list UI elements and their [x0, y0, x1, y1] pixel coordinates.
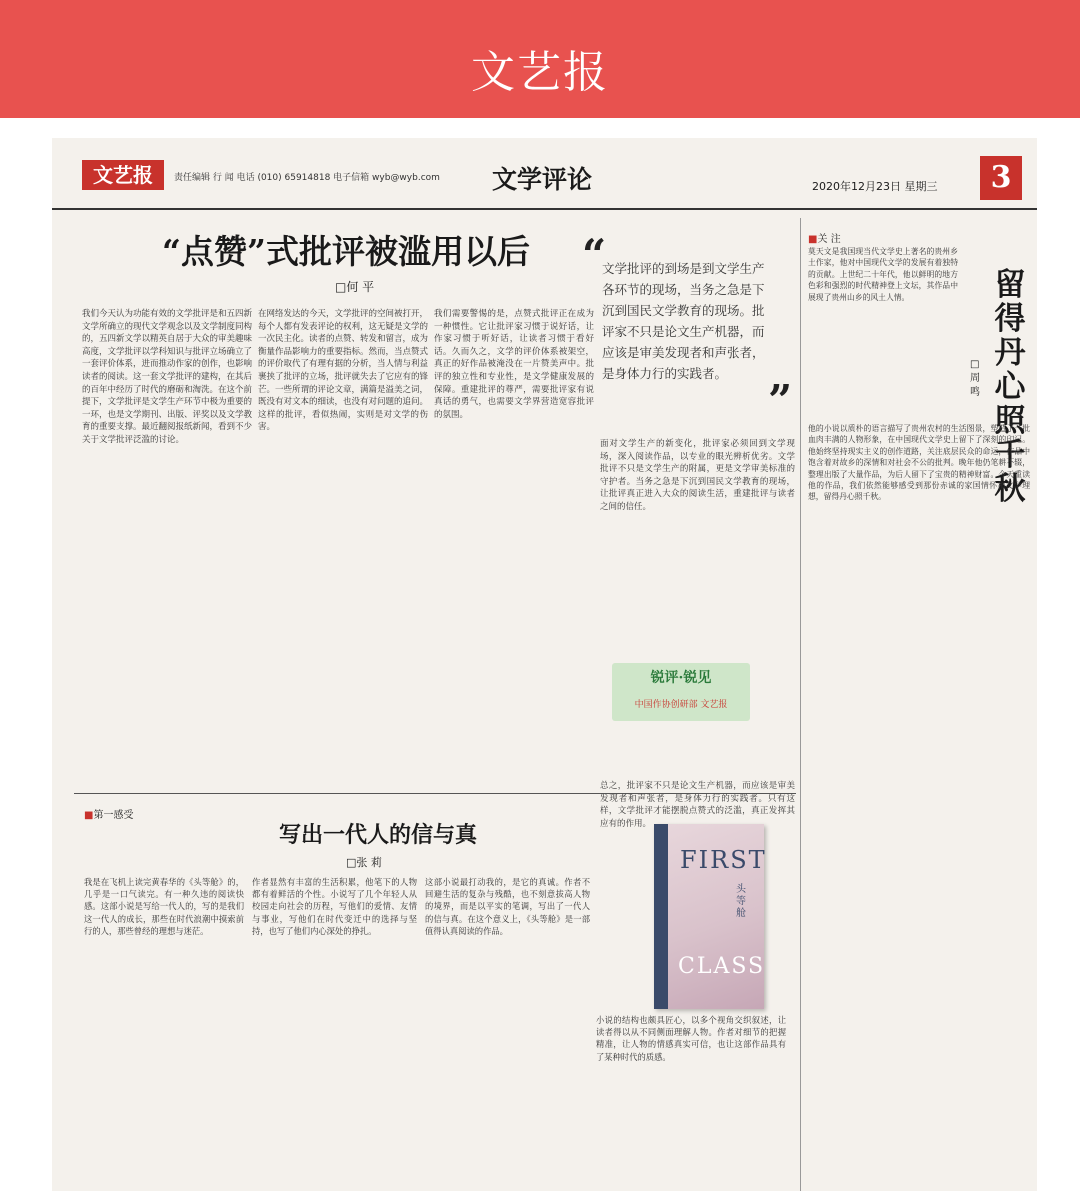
label-marker: ■	[808, 234, 818, 245]
right-column-paragraph: 他的小说以质朴的语言描写了贵州农村的生活图景，塑造了一批血肉丰满的人物形象，在中国现代文学史上留下了深刻的印记。他始终坚持现实主义的创作道路，关注底层民众的命运，作品中饱含着对故乡的深情和对社会不公的批判。晚年他仍笔耕不辍，整理出版了大量作品，为后人留下了宝贵的精神财富。今天重读他的作品，我们依然能够感受到那份赤诚的家国情怀和文学理想，留得丹心照千秋。	[808, 424, 1030, 502]
ad-title: 锐评·锐见	[650, 670, 712, 686]
issue-date: 2020年12月23日 星期三	[812, 180, 938, 193]
right-column-title: 留得丹心照千秋	[994, 267, 1026, 507]
book-title-bottom: CLASS	[678, 954, 766, 979]
label-text: 关 注	[817, 234, 841, 245]
book-title-top: FIRST	[680, 846, 767, 874]
label-marker: ■	[84, 810, 94, 821]
lower-column-4: 小说的结构也颇具匠心，以多个视角交织叙述，让读者得以从不同侧面理解人物。作者对细节的把握精准，让人物的情感真实可信，也让这部作品具有了某种时代的质感。	[596, 1015, 786, 1062]
lower-headline: 写出一代人的信与真	[279, 822, 478, 848]
ad-subtitle: 中国作协创研部 文艺报	[634, 700, 728, 710]
right-column-author: □周 鸣	[970, 359, 980, 398]
main-column-5: 总之，批评家不只是论文生产机器，而应该是审美发现者和声张者，是身体力行的实践者。只有这样，文学批评才能摆脱点赞式的泛滥，真正发挥其应有的作用。	[600, 781, 795, 829]
column-divider	[800, 218, 801, 1191]
lower-byline: □张 莉	[346, 856, 382, 869]
lower-column-2: 作者显然有丰富的生活积累，他笔下的人物都有着鲜活的个性。小说写了几个年轻人从校园走向社会的历程，写他们的爱情、友情与事业，写他们在时代变迁中的选择与坚持，也写了他们内心深处的挣扎。	[252, 877, 417, 936]
quote-close-icon: ”	[768, 376, 793, 425]
column-ad	[612, 663, 750, 721]
right-column-paragraph: 莫天文是我国现当代文学史上著名的贵州乡土作家，他对中国现代文学的发展有着独特的贡献。上世纪二十年代，他以鲜明的地方色彩和强烈的时代精神登上文坛，其作品中展现了贵州山乡的风土人情。	[808, 247, 958, 302]
main-column-4: 面对文学生产的新变化，批评家必须回到文学现场，深入阅读作品，以专业的眼光辨析优劣。文学批评不只是文学生产的附属，更是文学审美标准的守护者。当务之急是下沉到国民文学教育的现场，让批评真正进入大众的阅读生活，重建批评与读者之间的信任。	[600, 439, 795, 512]
main-byline: □何 平	[335, 280, 375, 294]
app-header	[0, 0, 1080, 118]
pull-quote: 文学批评的到场是到文学生产各环节的现场，当务之急是下沉到国民文学教育的现场。批评家不只是论文生产机器，而应该是审美发现者和声张者，是身体力行的实践者。	[602, 261, 765, 381]
book-cover-image	[654, 824, 767, 1009]
masthead	[52, 138, 1037, 210]
quote-open-icon: “	[582, 230, 607, 279]
lower-article-label	[84, 806, 133, 821]
lower-column-1: 我是在飞机上读完黄春华的《头等舱》的，几乎是一口气读完。有一种久违的阅读快感。这部小说是写给一代人的，写的是我们这一代人的成长，那些在时代浪潮中摸索前行的人，那些曾经的理想与迷茫。	[84, 877, 244, 936]
lower-column-3: 这部小说最打动我的，是它的真诚。作者不回避生活的复杂与残酷，也不刻意拔高人物的境界，而是以平实的笔调，写出了一代人的信与真。在这个意义上，《头等舱》是一部值得认真阅读的作品。	[425, 877, 590, 936]
main-headline: “点赞”式批评被滥用以后	[162, 232, 530, 271]
lower-article	[74, 793, 796, 1191]
right-column-label	[808, 230, 841, 245]
section-title: 文学评论	[492, 165, 593, 194]
main-column-3: 我们需要警惕的是，点赞式批评正在成为一种惯性。它让批评家习惯于说好话，让作家习惯于听好话，让读者习惯于看好话。久而久之，文学的评价体系被架空，真正的好作品被淹没在一片赞美声中。批评的独立性和专业性，是文学健康发展的保障。重建批评的尊严，需要批评家有说真话的勇气，也需要文学界营造宽容批评的氛围。	[434, 309, 594, 420]
book-author: 头等舱	[736, 884, 746, 919]
newspaper-page-image[interactable]	[52, 138, 1037, 1191]
main-column-2: 在网络发达的今天，文学批评的空间被打开，每个人都有发表评论的权利，这无疑是文学的一次民主化。读者的点赞、转发和留言，成为衡量作品影响力的重要指标。然而，当点赞式的评价取代了有理有据的分析，当人情与利益裹挟了批评的立场，批评就失去了它应有的锋芒。一些所谓的评论文章，满篇是溢美之词，既没有对文本的细读，也没有对问题的追问。这样的批评，看似热闹，实则是对文学的伤害。	[258, 309, 428, 433]
newspaper-logo: 文艺报	[82, 160, 164, 190]
book-spine	[654, 824, 668, 1009]
app-title: 文艺报	[471, 47, 609, 98]
main-column-1: 我们今天认为功能有效的文学批评是和五四新文学所确立的现代文学观念以及文学制度同构的，五四新文学以精英自居于大众的审美趣味高度，文学批评以学科知识与批评立场确立了一套评价体系，进而推动作家的创作，也影响读者的阅读。这一套文学批评的建构，在其后的百年中经历了时代的磨砺和淘洗。在这个前提下，文学批评是文学生产环节中极为重要的一环，也是文学期刊、出版、评奖以及文学教育的重要支撑。最近翻阅报纸新闻，看到不少关于文学批评泛滥的讨论。	[82, 309, 252, 445]
page-number: 3	[980, 156, 1022, 200]
masthead-meta: 责任编辑 行 闻 电话 (010) 65914818 电子信箱 wyb@wyb.com	[174, 173, 440, 183]
label-text: 第一感受	[93, 810, 134, 821]
